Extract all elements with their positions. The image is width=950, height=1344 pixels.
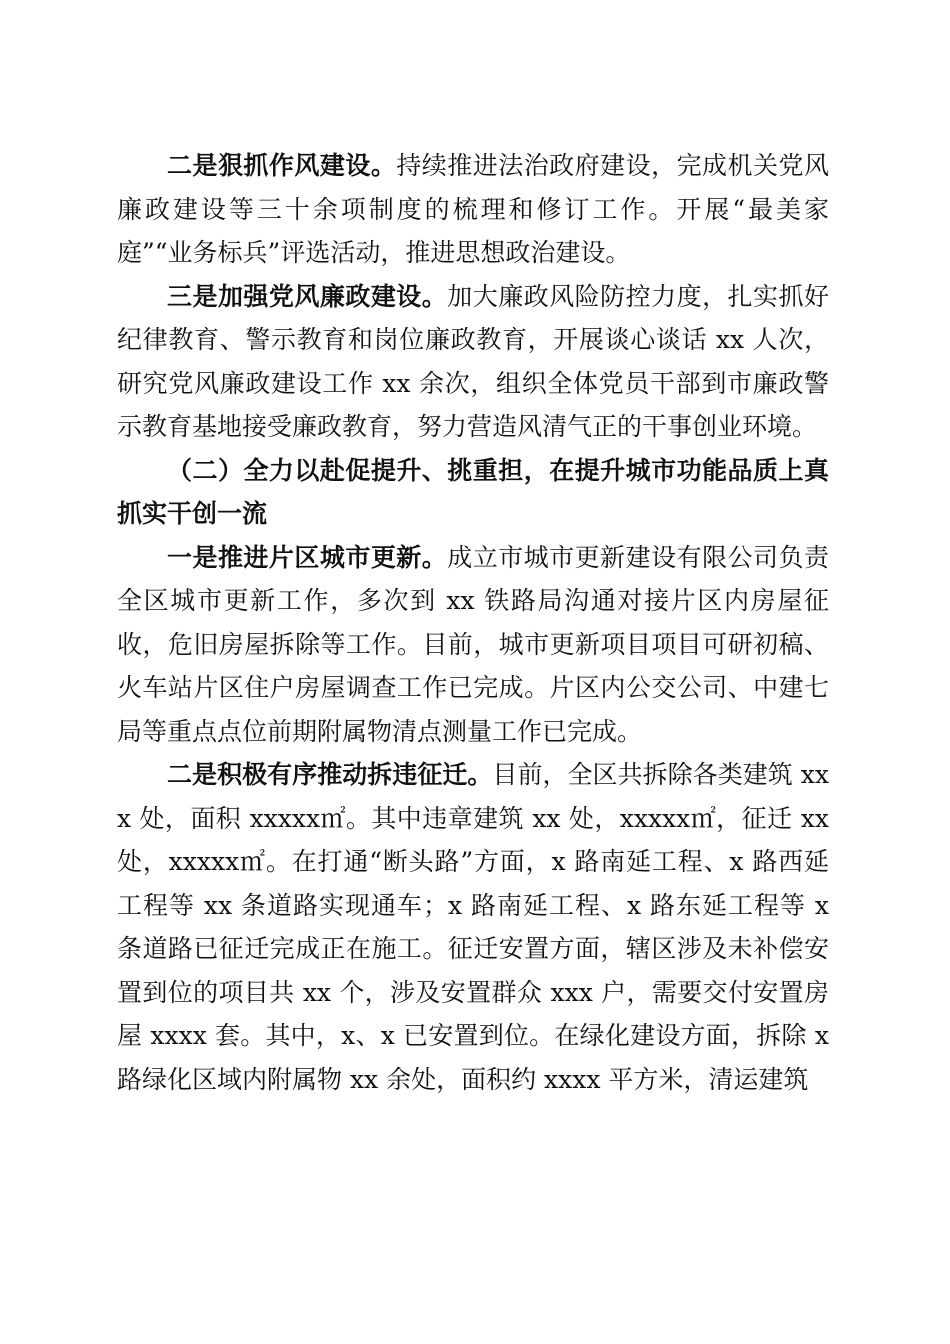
paragraph-integrity [117, 275, 829, 449]
body-text [117, 144, 829, 1101]
paragraph-work-style [117, 144, 829, 275]
section-heading-text: （二）全力以赴促提升、挑重担，在提升城市功能品质上真抓实干创一流 [117, 455, 829, 528]
paragraph-lead: 二是狠抓作风建设。 [167, 151, 397, 180]
paragraph-urban-renewal [117, 536, 829, 754]
paragraph-body: 成立市城市更新建设有限公司负责全区城市更新工作，多次到 xx 铁路局沟通对接片区内房屋征收，危旧房屋拆除等工作。目前，城市更新项目项目可研初稿、火车站片区住户房屋调查工作已完成。片区内公交公司、中建七局等重点点位前期附属物清点测量工作已完成。 [117, 542, 829, 746]
paragraph-lead: 一是推进片区城市更新。 [167, 542, 448, 572]
section-heading [117, 449, 829, 536]
paragraph-body: 目前，全区共拆除各类建筑 xxx 处，面积 xxxxx㎡。其中违章建筑 xx 处，xxxxx㎡，征迁 xx 处，xxxxx㎡。在打通“断头路”方面，x 路南延工程、x 路西延工程等 xx 条道路实现通车；x 路南延工程、x 路东延工程等 x 条道路已征迁完成正在施工。征迁安置方面，辖区涉及未补偿安置到位的项目共 xx 个，涉及安置群众 xxx 户，需要交付安置房屋 xxxx 套。其中，x、x 已安置到位。在绿化建设方面，拆除 x 路绿化区域内附属物 xx 余处，面积约 xxxx 平方米，清运建筑 [117, 760, 829, 1094]
paragraph-body: 持续推进法治政府建设，完成机关党风廉政建设等三十余项制度的梳理和修订工作。开展“最美家庭”“业务标兵”评选活动，推进思想政治建设。 [117, 151, 829, 267]
paragraph-demolition [117, 753, 829, 1101]
paragraph-body: 加大廉政风险防控力度，扎实抓好纪律教育、警示教育和岗位廉政教育，开展谈心谈话 xx 人次，研究党风廉政建设工作 xx 余次，组织全体党员干部到市廉政警示教育基地接受廉政教育，努力营造风清气正的干事创业环境。 [117, 281, 829, 441]
paragraph-lead: 三是加强党风廉政建设。 [167, 281, 448, 311]
paragraph-lead: 二是积极有序推动拆违征迁。 [167, 760, 493, 789]
